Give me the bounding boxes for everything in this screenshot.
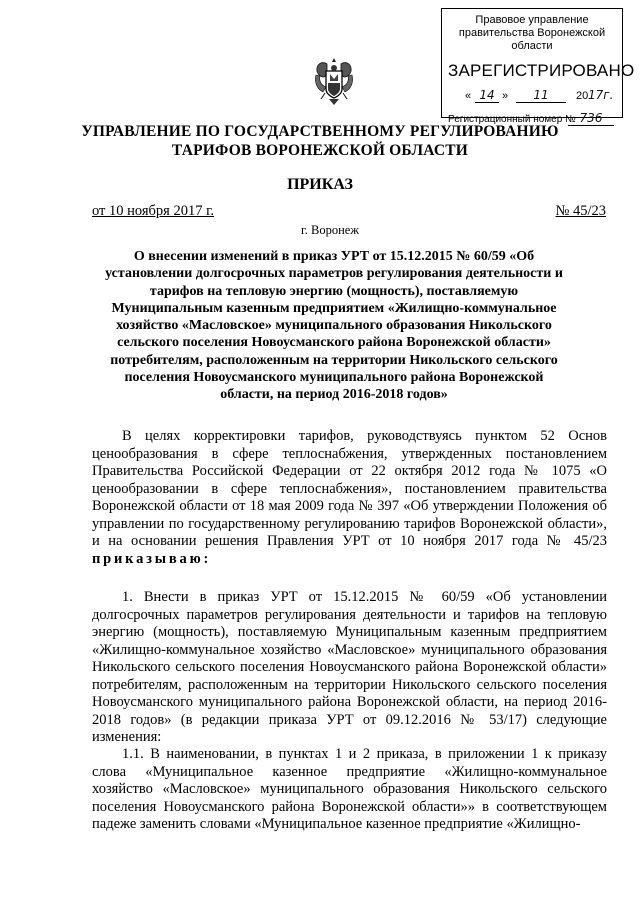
stamp-reg-number: 736 (568, 111, 614, 126)
document-type: ПРИКАЗ (287, 176, 353, 193)
order-date: от 10 ноября 2017 г. (92, 203, 215, 219)
order-city: г. Воронеж (301, 223, 359, 237)
stamp-registered-label: ЗАРЕГИСТРИРОВАНО (448, 61, 635, 80)
stamp-date-line (448, 88, 616, 108)
stamp-date-month: 11 (516, 88, 566, 103)
registration-stamp (441, 8, 635, 125)
stamp-date-close-quote: » (502, 90, 509, 102)
stamp-date-year: 17г. (588, 88, 614, 102)
stamp-date-year-prefix: 20 (576, 90, 589, 102)
item-1-1-paragraph: 1.1. В наименовании, в пунктах 1 и 2 приказа, в приложении 1 к приказу слова «Муниципальное казенное предприятие «Жилищно-коммунальное хозяйство «Масловское» муниципального образования Никольского сельского поселения Новоусманского района Воронежской области»» в соответствующем падеже заменить словами «Муниципальное казенное предприятие «Жилищно- (92, 746, 607, 832)
stamp-reg-label: Регистрационный номер № (448, 114, 576, 125)
item-1-paragraph: 1. Внести в приказ УРТ от 15.12.2015 № 60/59 «Об установлении долгосрочных параметров регулирования деятельности и тарифов на тепловую энергию (мощность), поставляемую Муниципальным казенным предприятием «Жилищно-коммунальное хозяйство «Масловское» муниципального образования Никольского сельского поселения Новоусманского района Воронежской области» потребителям, расположенным на территории Никольского сельского поселения Новоусманского муниципального района Воронежской области, на период 2016-2018 годов» (в редакции приказа УРТ от 09.12.2016 № 53/17) следующие изменения: (92, 589, 607, 745)
stamp-organization: Правовое управление правительства Воронежской области (458, 14, 606, 52)
preamble-paragraph (92, 428, 607, 568)
agency-header-line2: ТАРИФОВ ВОРОНЕЖСКОЙ ОБЛАСТИ (171, 142, 469, 159)
order-number: № 45/23 (555, 203, 606, 219)
coat-of-arms-icon (313, 55, 355, 107)
agency-header-line1: УПРАВЛЕНИЕ ПО ГОСУДАРСТВЕННОМУ РЕГУЛИРОВАНИЮ (81, 123, 559, 140)
stamp-date-day: 14 (475, 88, 499, 103)
agency-header (0, 122, 640, 160)
decree-word: приказываю: (92, 550, 212, 567)
order-subject: О внесении изменений в приказ УРТ от 15.12.2015 № 60/59 «Об установлении долгосрочных параметров регулирования деятельности и тарифов на тепловую энергию (мощность), поставляемую Муниципальным казенным предприятием «Жилищно-коммунальное хозяйство «Масловское» муниципального образования Никольского сельского поселения Новоусманского района Воронежской области» потребителям, расположенным на территории Никольского сельского поселения Новоусманского муниципального района Воронежской области, на период 2016-2018 годов» (105, 249, 563, 403)
preamble-text: В целях корректировки тарифов, руководствуясь пунктом 52 Основ ценообразования в сфере теплоснабжения, утвержденных постановлением Правительства Российской Федерации от 22 октября 2012 года № 1075 «О ценообразовании в сфере теплоснабжения», постановлением правительства Воронежской области от 18 мая 2009 года № 397 «Об утверждении Положения об управлении по государственному регулированию тарифов Воронежской области», и на основании решения Правления УРТ от 10 ноября 2017 года № 45/23 (92, 428, 607, 549)
stamp-date-open-quote: « (465, 90, 472, 102)
